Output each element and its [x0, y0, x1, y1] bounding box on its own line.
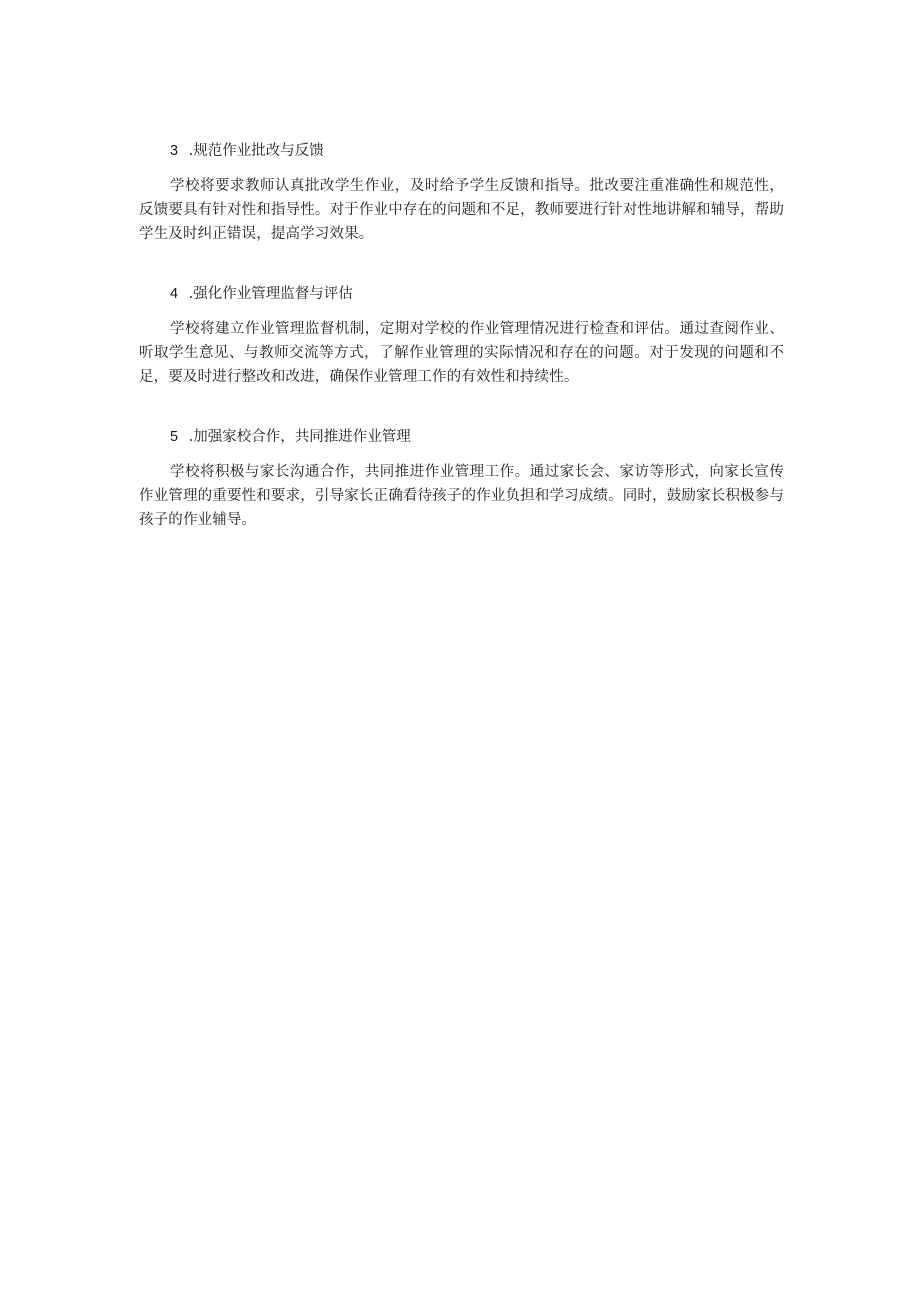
section-title: .强化作业管理监督与评估: [188, 286, 353, 302]
section-number: 5: [170, 429, 179, 445]
section-paragraph: 学校将要求教师认真批改学生作业，及时给予学生反馈和指导。批改要注重准确性和规范性，反馈要具有针对性和指导性。对于作业中存在的问题和不足，教师要进行针对性地讲解和辅导，帮助学生及时纠正错误，提高学习效果。: [139, 178, 784, 242]
section-heading: [139, 427, 784, 447]
section-5: [139, 427, 784, 532]
section-paragraph: 学校将积极与家长沟通合作，共同推进作业管理工作。通过家长会、家访等形式，向家长宣传作业管理的重要性和要求，引导家长正确看待孩子的作业负担和学习成绩。同时，鼓励家长积极参与孩子的作业辅导。: [139, 464, 784, 528]
section-title: .规范作业批改与反馈: [188, 143, 324, 159]
section-heading: [139, 141, 784, 161]
section-paragraph: 学校将建立作业管理监督机制，定期对学校的作业管理情况进行检查和评估。通过查阅作业、听取学生意见、与教师交流等方式，了解作业管理的实际情况和存在的问题。对于发现的问题和不足，要及时进行整改和改进，确保作业管理工作的有效性和持续性。: [139, 321, 784, 385]
section-heading: [139, 284, 784, 304]
section-number: 4: [170, 286, 179, 302]
section-3: [139, 141, 784, 246]
section-number: 3: [170, 143, 179, 159]
section-4: [139, 284, 784, 389]
section-title: .加强家校合作，共同推进作业管理: [188, 429, 411, 445]
